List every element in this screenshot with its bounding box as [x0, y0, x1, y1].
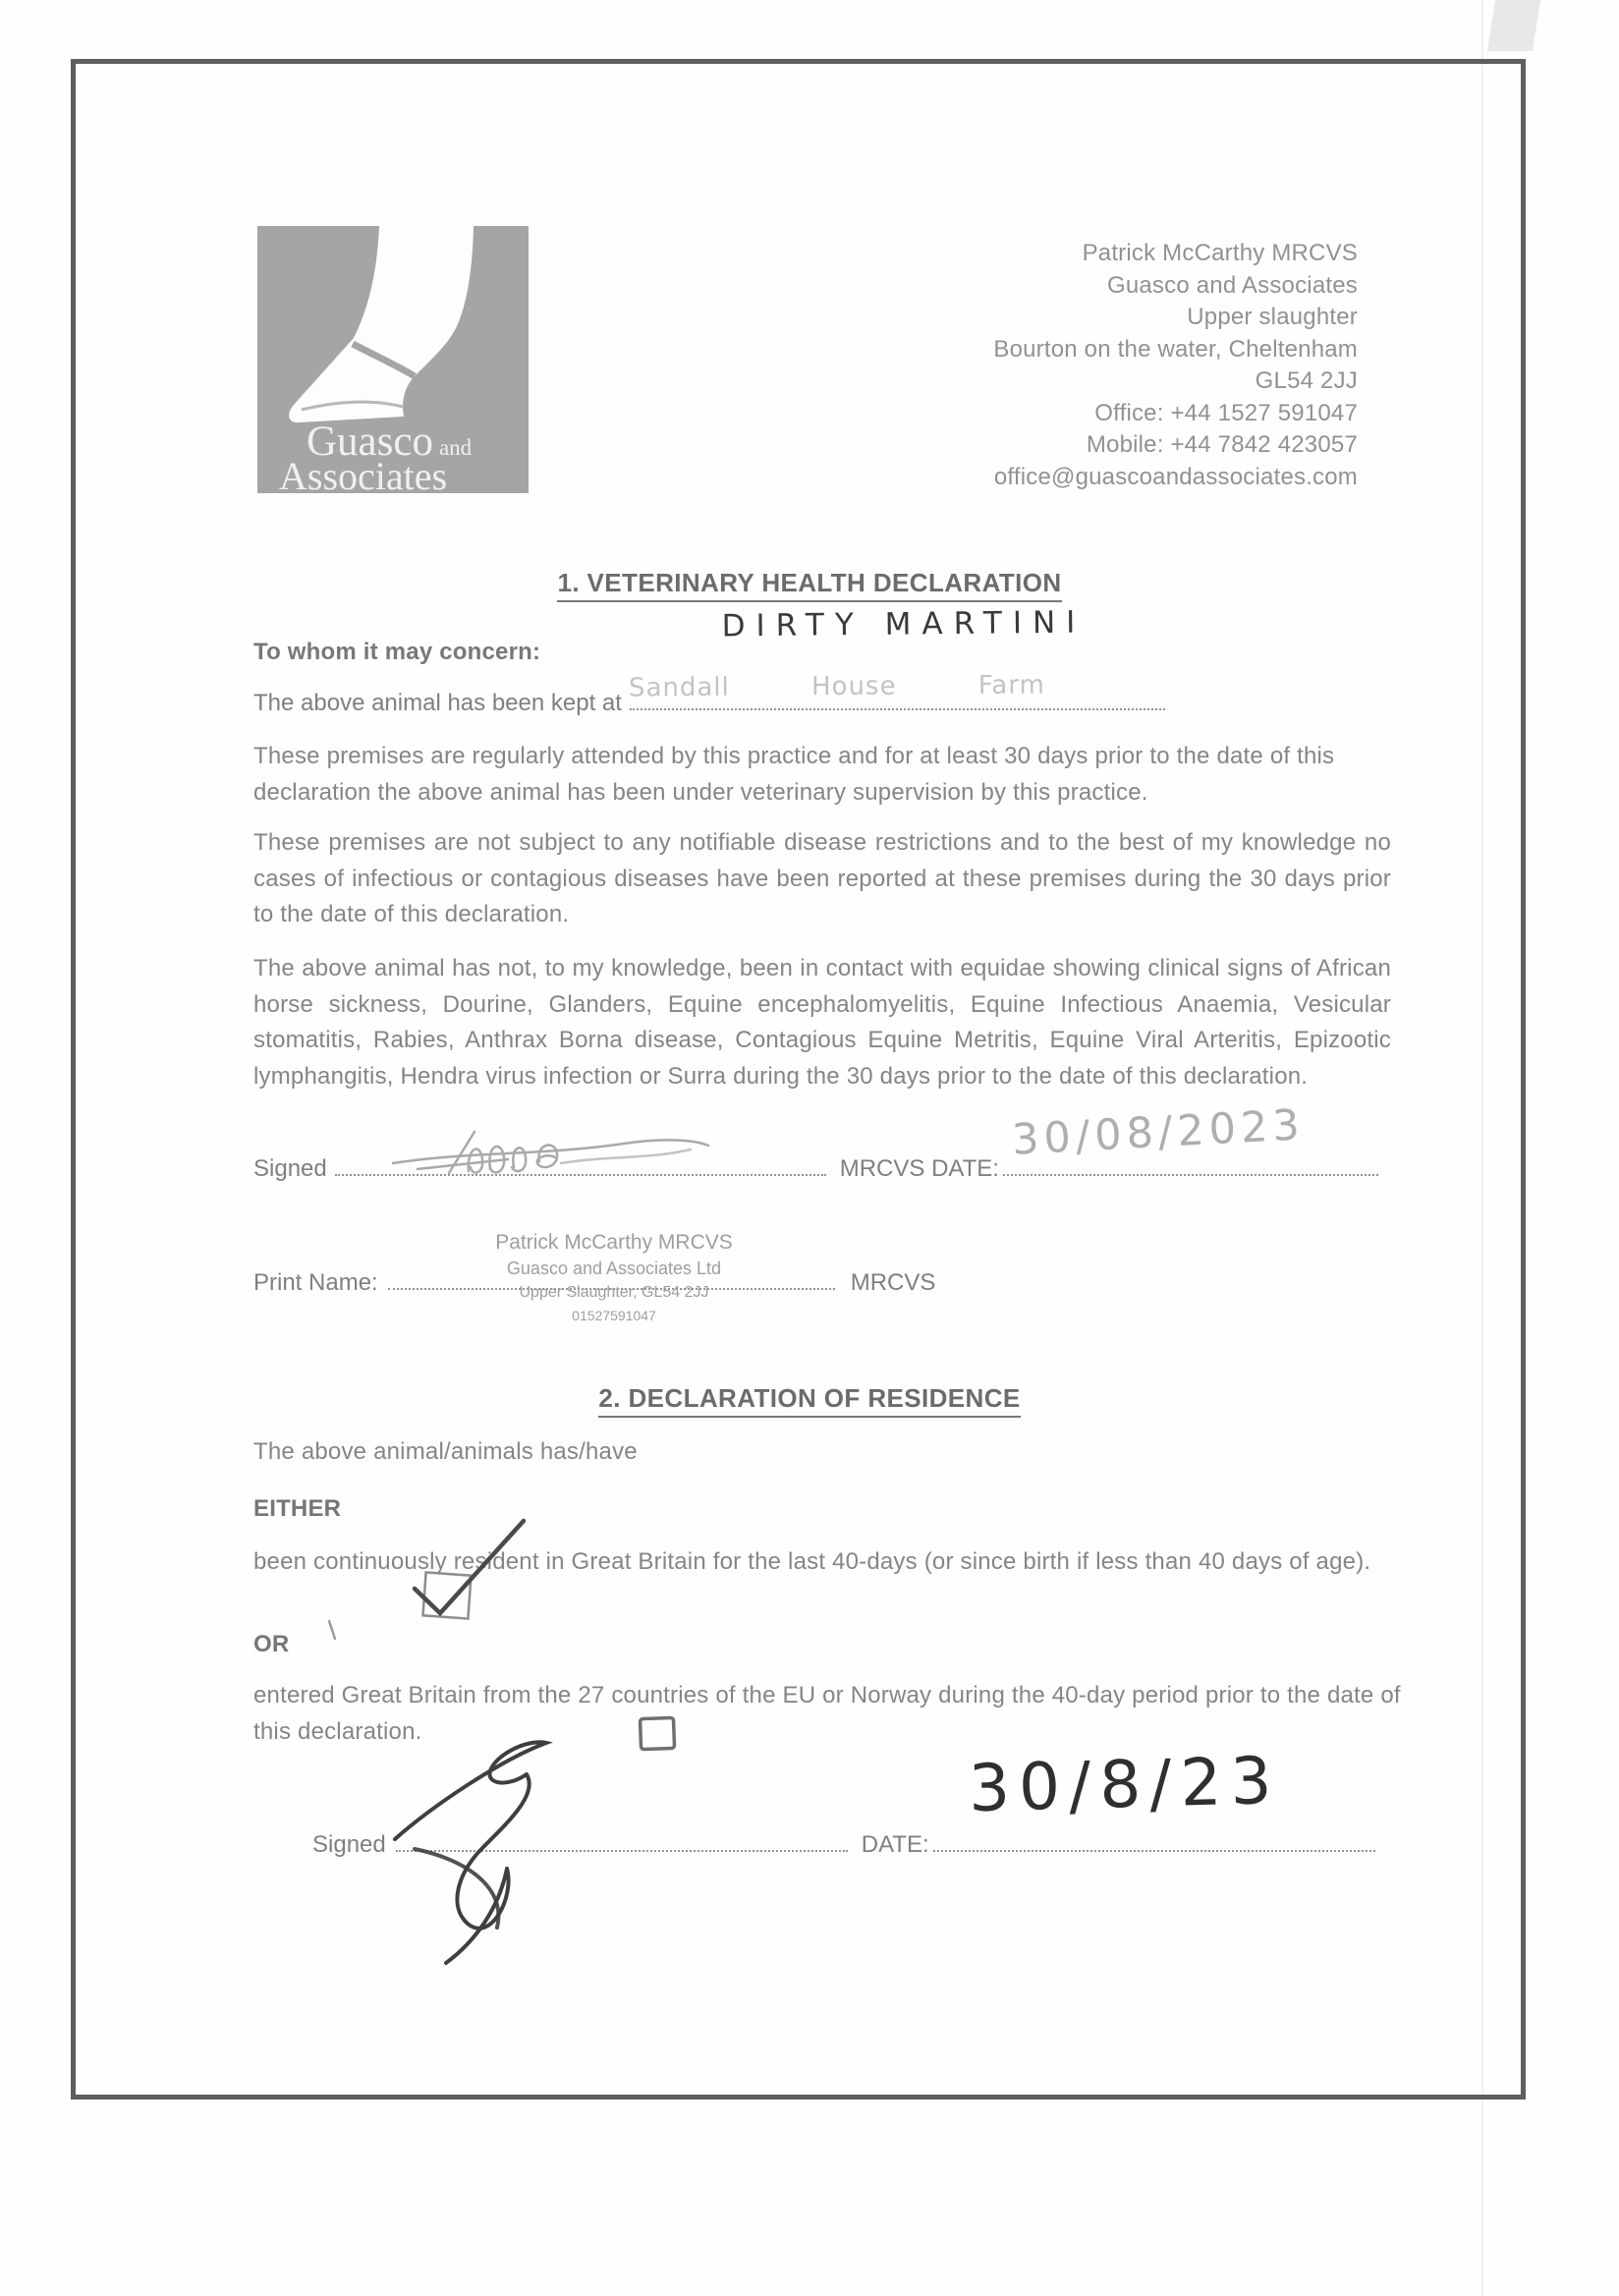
- horse-leg-icon: [257, 226, 529, 493]
- residence-intro: The above animal/animals has/have: [253, 1438, 638, 1465]
- stray-pen-mark: [326, 1619, 338, 1641]
- stamp-line: Patrick McCarthy MRCVS: [495, 1231, 733, 1254]
- paragraph-attended: These premises are regularly attended by this practice and for at least 30 days prior to the date of this declaration the above animal has been under veterinary supervision by this practice.: [253, 743, 1335, 806]
- section1-title: 1. VETERINARY HEALTH DECLARATION: [250, 568, 1369, 598]
- stamp-line: Upper Slaughter, GL54 2JJ: [519, 1284, 709, 1301]
- owner-signed-label: Signed: [312, 1830, 386, 1858]
- owner-date-field: [933, 1827, 1375, 1852]
- letterhead-contact-block: [993, 238, 1358, 493]
- owner-date-label: DATE:: [861, 1830, 929, 1858]
- section2-title: 2. DECLARATION OF RESIDENCE: [250, 1383, 1369, 1414]
- owner-date-handwriting: 30/8/23: [968, 1742, 1282, 1827]
- practice-stamp: [447, 1232, 781, 1322]
- owner-signature-handwriting: [381, 1731, 617, 1965]
- or-option-text: entered Great Britain from the 27 countries of the EU or Norway during the 40-day period prior to the date of this declaration.: [253, 1682, 1401, 1745]
- or-checkbox[interactable]: [637, 1713, 680, 1755]
- contact-line: Upper slaughter: [1187, 304, 1358, 330]
- contact-line: Office: +44 1527 591047: [1094, 399, 1358, 426]
- vet-date-handwriting: 30/08/2023: [1010, 1100, 1306, 1165]
- contact-line: office@guascoandassociates.com: [993, 463, 1358, 490]
- company-logo: [257, 226, 529, 493]
- vet-signature-handwriting: [388, 1120, 712, 1181]
- paragraph-no-restrictions: These premises are not subject to any notifiable disease restrictions and to the best of my knowledge no cases of infectious or contagious diseases have been reported at these premises during the 30 days prior to the date of this declaration.: [253, 829, 1391, 927]
- salutation: To whom it may concern:: [253, 639, 541, 665]
- vet-signed-label: Signed: [253, 1154, 327, 1182]
- either-label: EITHER: [253, 1495, 342, 1522]
- kept-at-label: The above animal has been kept at: [253, 689, 622, 716]
- contact-line: Mobile: +44 7842 423057: [1086, 431, 1358, 458]
- print-name-label: Print Name:: [253, 1268, 378, 1296]
- either-checkbox[interactable]: [398, 1518, 545, 1634]
- or-label: OR: [253, 1631, 290, 1657]
- kept-at-handwriting: Sandall House Farm: [628, 670, 1045, 703]
- stamp-line: Guasco and Associates Ltd: [506, 1259, 722, 1278]
- scan-smudge: [1487, 0, 1540, 51]
- logo-text-line1: Guasco and: [307, 419, 473, 465]
- contact-line: Patrick McCarthy MRCVS: [1082, 240, 1358, 266]
- logo-text-line2: Associates: [279, 454, 448, 493]
- stamp-line: 01527591047: [572, 1308, 656, 1323]
- contact-line: Guasco and Associates: [1106, 271, 1358, 299]
- animal-name-handwriting: DIRTY MARTINI: [721, 604, 1087, 644]
- paragraph-no-contact: The above animal has not, to my knowledge, been in contact with equidae showing clinical signs of African horse sickness, Dourine, Glanders, Equine encephalomyelitis, Equine Infectious Anaemia, Vesicular stomatitis, Rabies, Anthrax Borna disease, Contagious Equine Metritis, Equine Viral Arteritis, Epizootic lymphangitis, Hendra virus infection or Surra during the 30 days prior to the date of this declaration.: [253, 955, 1391, 1090]
- contact-line: GL54 2JJ: [1255, 367, 1358, 394]
- print-name-suffix: MRCVS: [850, 1268, 936, 1296]
- vet-date-label: MRCVS DATE:: [839, 1154, 999, 1182]
- contact-line: Bourton on the water, Cheltenham: [993, 335, 1358, 363]
- either-option-text: been continuously resident in Great Britain for the last 40-days (or since birth if less than 40 days of age).: [253, 1548, 1371, 1575]
